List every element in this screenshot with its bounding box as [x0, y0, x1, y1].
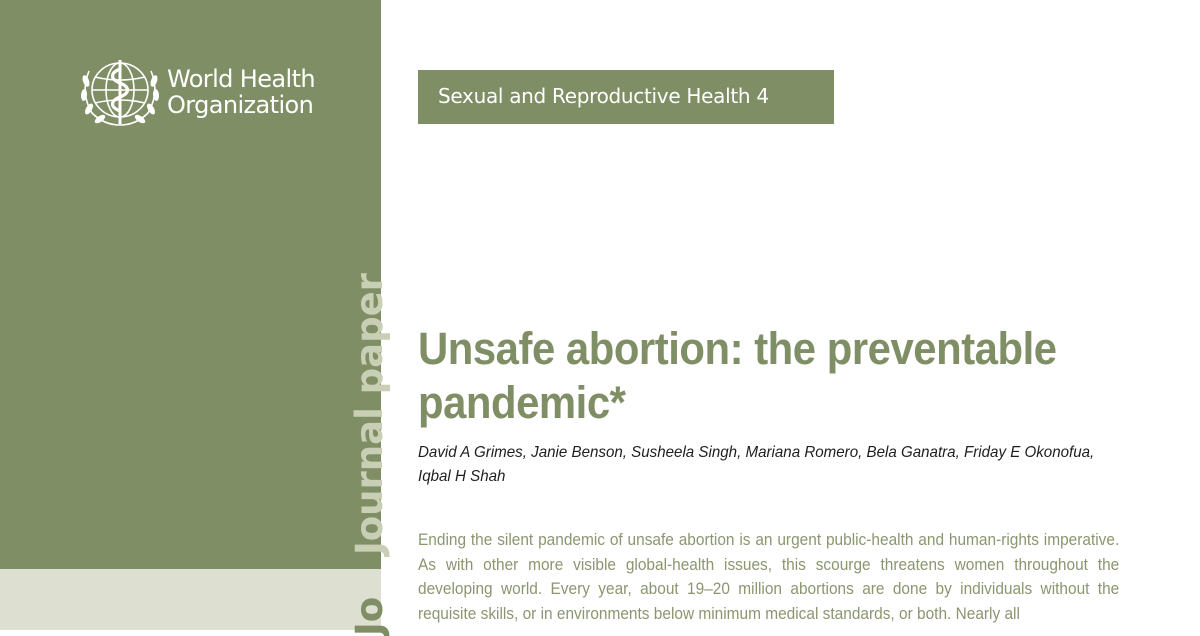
series-banner — [418, 70, 834, 124]
article-title: Unsafe abortion: the preventable pandemic* — [418, 323, 1057, 428]
sidebar-panel — [0, 0, 391, 636]
organization-name-line1: World Health — [167, 65, 316, 93]
who-emblem-icon — [80, 57, 160, 129]
article-authors: David A Grimes, Janie Benson, Susheela Singh, Mariana Romero, Bela Ganatra, Friday E Okonofua, Iqbal H Shah — [418, 444, 1095, 485]
vertical-journal-paper-label: Journal paper — [348, 273, 391, 555]
vertical-label-partial: Jo — [348, 596, 391, 636]
sidebar-lower-band — [0, 569, 391, 636]
series-label: Sexual and Reproductive Health 4 — [438, 84, 769, 108]
who-logo — [80, 57, 320, 129]
organization-name-line2: Organization — [167, 91, 314, 119]
article-abstract: Ending the silent pandemic of unsafe abortion is an urgent public-health and human-rights imperative. As with other more visible global-health issues, this scourge threatens women throughout the developing world. Every year, about 19–20 million abortions are done by individuals without the requisite skills, or in environments below minimum medical standards, or both. Nearly all — [418, 531, 1120, 623]
organization-name — [167, 66, 315, 118]
